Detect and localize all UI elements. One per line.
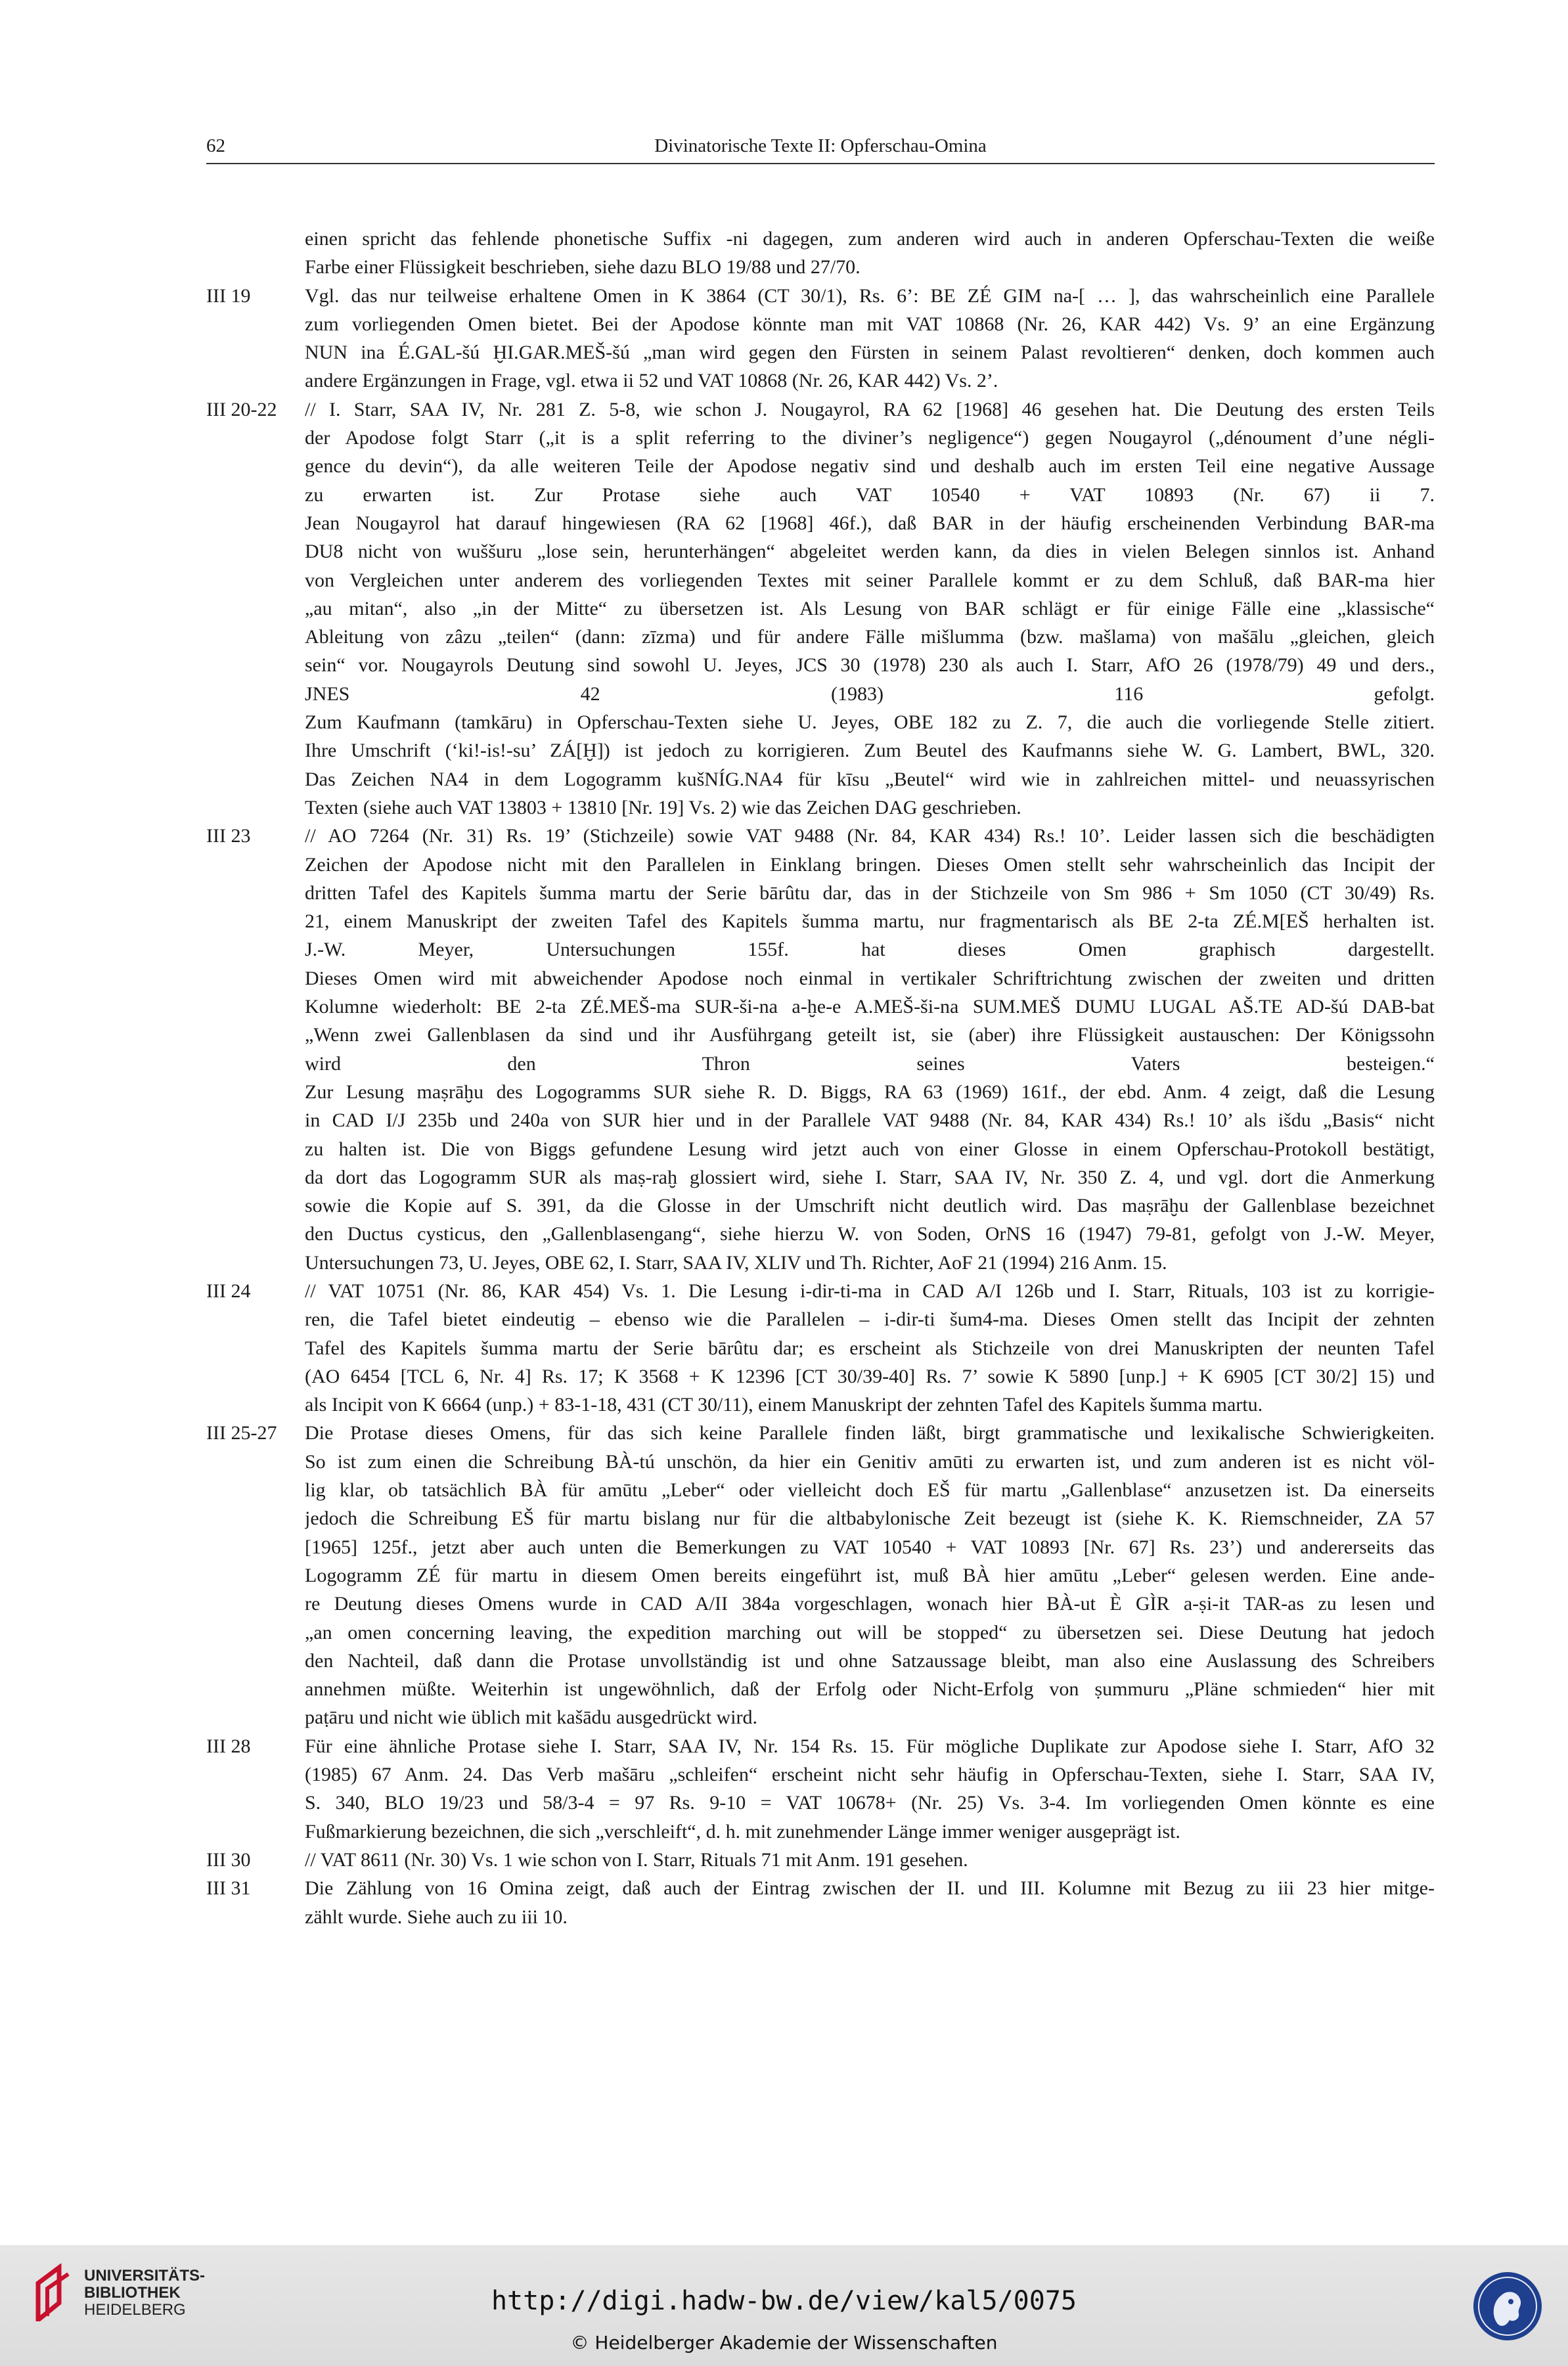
text-line: in CAD I/J 235b und 240a von SUR hier und in der Parallele VAT 9488 (Nr. 84, KAR 434) Rs.! 10’ als išdu „Basis“ nicht: [305, 1109, 1435, 1132]
footer-band: [0, 2245, 1568, 2366]
text-line: Logogramm ZÉ für martu in diesem Omen bereits eingeführt ist, muß BÀ hier amūtu „Leber“ gelesen werden. Eine ande-: [305, 1564, 1435, 1586]
line-reference: III 23: [206, 825, 251, 847]
text-line: der Apodose folgt Starr („it is a split referring to the diviner’s negligence“) gegen Nougayrol („dénoument d’une négli-: [305, 427, 1435, 449]
text-line: „an omen concerning leaving, the expedition marching out will be stopped“ zu übersetzen sei. Diese Deutung hat jedoch: [305, 1621, 1435, 1643]
text-line: den Nachteil, daß dann die Protase unvollständig ist und ohne Satzaussage bleibt, man also eine Auslassung des Schreibers: [305, 1649, 1435, 1672]
text-line: Untersuchungen 73, U. Jeyes, OBE 62, I. Starr, SAA IV, XLIV und Th. Richter, AoF 21 (1994) 216 Anm. 15.: [305, 1251, 1167, 1274]
line-reference: III 25-27: [206, 1422, 277, 1444]
commentary-entry: [206, 225, 1435, 282]
line-reference: III 30: [206, 1848, 251, 1871]
text-line: Jean Nougayrol hat darauf hingewiesen (RA 62 [1968] 46f.), daß BAR in der häufig erscheinenden Verbindung BAR-ma: [305, 512, 1435, 534]
logo-line-2: BIBLIOTHEK: [84, 2284, 181, 2302]
text-line: Texten (siehe auch VAT 13803 + 13810 [Nr. 19] Vs. 2) wie das Zeichen DAG geschrieben.: [305, 796, 1021, 818]
text-line: (AO 6454 [TCL 6, Nr. 4] Rs. 17; K 3568 + K 12396 [CT 30/39-40] Rs. 7’ sowie K 5890 [unp.] + K 6905 [CT 30/2] 15) und: [305, 1365, 1435, 1387]
text-line: Zeichen der Apodose nicht mit den Parallelen in Einklang bringen. Dieses Omen stellt sehr wahrscheinlich das Incipit der: [305, 853, 1435, 876]
text-line: NUN ina É.GAL-šú ḪI.GAR.MEŠ-šú „man wird gegen den Fürsten in seinem Palast revoltieren“ denken, doch kommen auch: [305, 342, 1435, 364]
text-line: Ihre Umschrift (‘ki!-is!-su’ ZÁ[Ḫ]) ist jedoch zu korrigieren. Zum Beutel des Kaufmanns siehe W. G. Lambert, BWL, 320.: [305, 740, 1435, 762]
text-line: So ist zum einen die Schreibung BÀ-tú unschön, da hier ein Genitiv amūti zu erwarten ist, und zum anderen ist es nicht völ-: [305, 1450, 1435, 1473]
text-line: gence du devin“), da alle weiteren Teile der Apodose negativ sind und deshalb auch im ersten Teil eine negative Aussage: [305, 455, 1435, 478]
text-line: Zum Kaufmann (tamkāru) in Opferschau-Texten siehe U. Jeyes, OBE 182 zu Z. 7, die auch die vorliegende Stelle zitiert.: [305, 711, 1435, 734]
text-line: paṭāru und nicht wie üblich mit kašādu ausgedrückt wird.: [305, 1707, 757, 1729]
line-reference: III 28: [206, 1735, 251, 1757]
commentary-entry: [206, 395, 1435, 822]
running-title: Divinatorische Texte II: Opferschau-Omina: [654, 135, 987, 156]
commentary-entry: [206, 1874, 1435, 1931]
text-line: J.-W. Meyer, Untersuchungen 155f. hat dieses Omen graphisch dargestellt.: [305, 939, 1435, 961]
line-reference: III 24: [206, 1280, 251, 1302]
commentary-body: [206, 225, 1435, 1931]
line-reference: III 31: [206, 1877, 251, 1900]
text-line: zu erwarten ist. Zur Protase siehe auch VAT 10540 + VAT 10893 (Nr. 67) ii 7.: [305, 483, 1435, 506]
text-line: Für eine ähnliche Protase siehe I. Starr, SAA IV, Nr. 154 Rs. 15. Für mögliche Duplikate zur Apodose siehe I. Starr, AfO 32: [305, 1735, 1435, 1757]
text-line: ren, die Tafel bietet eindeutig – ebenso wie die Parallelen – i-dir-ti šum4-ma. Dieses Omen stellt das Incipit der zehnten: [305, 1308, 1435, 1331]
text-line: Die Protase dieses Omens, für das sich keine Parallele finden läßt, birgt grammatische und lexikalische Schwierigkeiten.: [305, 1422, 1435, 1444]
text-line: Vgl. das nur teilweise erhaltene Omen in K 3864 (CT 30/1), Rs. 6’: BE ZÉ GIM na-[ … ], das wahrscheinlich eine Parallele: [305, 284, 1435, 307]
text-line: zu halten ist. Die von Biggs gefundene Lesung wird jetzt auch von einer Glosse in einem Opferschau-Protokoll bestätigt,: [305, 1138, 1435, 1160]
commentary-entry: [206, 1846, 1435, 1874]
logo-line-1: UNIVERSITÄTS-: [84, 2267, 206, 2285]
running-header: [206, 131, 1435, 164]
text-line: Die Zählung von 16 Omina zeigt, daß auch der Eintrag zwischen der II. und III. Kolumne mit Bezug zu iii 23 hier mitge-: [305, 1877, 1435, 1900]
text-line: // VAT 10751 (Nr. 86, KAR 454) Vs. 1. Die Lesung i-dir-ti-ma in CAD A/I 126b und I. Starr, Rituals, 103 ist zu korrigie-: [305, 1280, 1435, 1302]
text-line: Fußmarkierung bezeichnen, die sich „verschleift“, d. h. mit zunehmender Länge immer weniger ausgeprägt ist.: [305, 1820, 1180, 1842]
text-line: Kolumne wiederholt: BE 2-ta ZÉ.MEŠ-ma SUR-ši-na a-ḫe-e A.MEŠ-ši-na SUM.MEŠ DUMU LUGAL AŠ.TE AD-šú DAB-bat: [305, 996, 1435, 1018]
text-line: S. 340, BLO 19/23 und 58/3-4 = 97 Rs. 9-10 = VAT 10678+ (Nr. 25) Vs. 3-4. Im vorliegenden Omen könnte es eine: [305, 1792, 1435, 1814]
text-line: da dort das Logogramm SUR als maṣ-raḫ glossiert wird, siehe I. Starr, SAA IV, Nr. 350 Z. 4, und vgl. dort die Anmerkung: [305, 1166, 1435, 1188]
logo-line-3: HEIDELBERG: [84, 2301, 186, 2319]
text-line: einen spricht das fehlende phonetische Suffix -ni dagegen, zum anderen wird auch in anderen Opferschau-Texten die weiße: [305, 228, 1435, 250]
text-line: wird den Thron seines Vaters besteigen.“: [305, 1052, 1435, 1075]
text-line: JNES 42 (1983) 116 gefolgt.: [305, 682, 1435, 705]
copyright-notice: © Heidelberger Akademie der Wissenschaften: [570, 2332, 998, 2354]
commentary-entry: [206, 1732, 1435, 1846]
text-line: Ableitung von zâzu „teilen“ (dann: zīzma) und für andere Fälle mišlumma (bzw. mašlama) von mašālu „gleichen, gleich: [305, 626, 1435, 648]
text-line: Das Zeichen NA4 in dem Logogramm kušNÍG.NA4 für kīsu „Beutel“ wird wie in zahlreichen mittel- und neuassyrischen: [305, 768, 1435, 790]
academy-seal-icon: [1471, 2270, 1544, 2342]
commentary-entry: [206, 822, 1435, 1277]
line-reference: III 19: [206, 284, 251, 307]
text-line: (1985) 67 Anm. 24. Das Verb mašāru „schleifen“ erscheint nicht sehr häufig in Opferschau-Texten, siehe I. Starr, SAA IV,: [305, 1764, 1435, 1786]
text-line: // VAT 8611 (Nr. 30) Vs. 1 wie schon von I. Starr, Rituals 71 mit Anm. 191 gesehen.: [305, 1848, 968, 1871]
text-line: dritten Tafel des Kapitels šumma martu der Serie bārûtu dar, das in der Stichzeile von Sm 986 + Sm 1050 (CT 30/49) Rs.: [305, 882, 1435, 904]
text-line: den Ductus cysticus, den „Gallenblasengang“, siehe hierzu W. von Soden, OrNS 16 (1947) 79-81, gefolgt von J.-W. Meyer,: [305, 1223, 1435, 1245]
text-line: andere Ergänzungen in Frage, vgl. etwa ii 52 und VAT 10868 (Nr. 26, KAR 442) Vs. 2’.: [305, 370, 998, 392]
line-reference: III 20-22: [206, 398, 277, 420]
text-line: zum vorliegenden Omen bietet. Bei der Apodose könnte man mit VAT 10868 (Nr. 26, KAR 442) Vs. 9’ an eine Ergänzung: [305, 313, 1435, 335]
text-line: Farbe einer Flüssigkeit beschrieben, siehe dazu BLO 19/88 und 27/70.: [305, 256, 861, 279]
text-line: sowie die Kopie auf S. 391, da die Glosse in der Umschrift nicht deutlich wird. Das maṣrāḫu der Gallenblase bezeichnet: [305, 1195, 1435, 1217]
text-line: // AO 7264 (Nr. 31) Rs. 19’ (Stichzeile) sowie VAT 9488 (Nr. 84, KAR 434) Rs.! 10’. Leider lassen sich die beschädigten: [305, 825, 1435, 847]
text-line: // I. Starr, SAA IV, Nr. 281 Z. 5-8, wie schon J. Nougayrol, RA 62 [1968] 46 gesehen hat. Die Deutung des ersten Teils: [305, 398, 1435, 420]
page-number: 62: [206, 135, 225, 156]
text-line: „Wenn zwei Gallenblasen da sind und ihr Ausführgang geteilt ist, sie (aber) ihre Flüssigkeit austauschen: Der Königssohn: [305, 1024, 1435, 1046]
commentary-entry: [206, 282, 1435, 395]
text-line: sein“ vor. Nougayrols Deutung sind sowohl U. Jeyes, JCS 30 (1978) 230 als auch I. Starr, AfO 26 (1978/79) 49 und ders.,: [305, 654, 1435, 677]
text-line: lig klar, ob tatsächlich BÀ für amūtu „Leber“ oder vielleicht doch EŠ für martu „Gallenblase“ anzusetzen ist. Da einerseits: [305, 1479, 1435, 1502]
text-line: Dieses Omen wird mit abweichender Apodose noch einmal in vertikaler Schriftrichtung zwischen der zweiten und dritten: [305, 967, 1435, 989]
text-line: von Vergleichen unter anderem des vorliegenden Textes mit seiner Parallele kommt er zu dem Schluß, daß BAR-ma hier: [305, 569, 1435, 591]
permalink-url[interactable]: http://digi.hadw-bw.de/view/kal5/0075: [491, 2286, 1077, 2316]
text-line: zählt wurde. Siehe auch zu iii 10.: [305, 1906, 568, 1928]
text-line: 21, einem Manuskript der zweiten Tafel des Kapitels šumma martu, nur fragmentarisch als BE 2-ta ZÉ.M[EŠ herhalten ist.: [305, 910, 1435, 933]
text-line: Zur Lesung maṣrāḫu des Logogramms SUR siehe R. D. Biggs, RA 63 (1969) 161f., der ebd. Anm. 4 zeigt, daß die Lesung: [305, 1081, 1435, 1103]
text-line: Tafel des Kapitels šumma martu der Serie bārûtu dar; es erscheint als Stichzeile von drei Manuskripten der neunten Tafel: [305, 1337, 1435, 1359]
commentary-entry: [206, 1277, 1435, 1419]
text-line: re Deutung dieses Omens wurde in CAD A/II 384a vorgeschlagen, wonach hier BÀ-ut È GÌR a-ṣi-it TAR-as zu lesen und: [305, 1593, 1435, 1615]
text-line: jedoch die Schreibung EŠ für martu bislang nur für die altbabylonische Zeit bezeugt ist (siehe K. K. Riemschneider, ZA 57: [305, 1507, 1435, 1530]
text-line: „au mitan“, also „in der Mitte“ zu übersetzen ist. Als Lesung von BAR schlägt er für einige Fälle eine „klassische“: [305, 597, 1435, 619]
text-line: annehmen müßte. Weiterhin ist ungewöhnlich, daß der Erfolg oder Nicht-Erfolg von ṣummuru „Pläne schmieden“ hier mit: [305, 1678, 1435, 1701]
text-line: [1965] 125f., jetzt aber auch unten die Bemerkungen zu VAT 10540 + VAT 10893 [Nr. 67] Rs. 23’) und andererseits das: [305, 1536, 1435, 1558]
text-line: DU8 nicht von wuššuru „lose sein, herunterhängen“ abgeleitet werden kann, da dies in vielen Belegen sinnlos ist. Anhand: [305, 541, 1435, 563]
text-line: als Incipit von K 6664 (unp.) + 83-1-18, 431 (CT 30/11), einem Manuskript der zehnten Tafel des Kapitels šumma martu.: [305, 1394, 1263, 1416]
commentary-entry: [206, 1419, 1435, 1731]
